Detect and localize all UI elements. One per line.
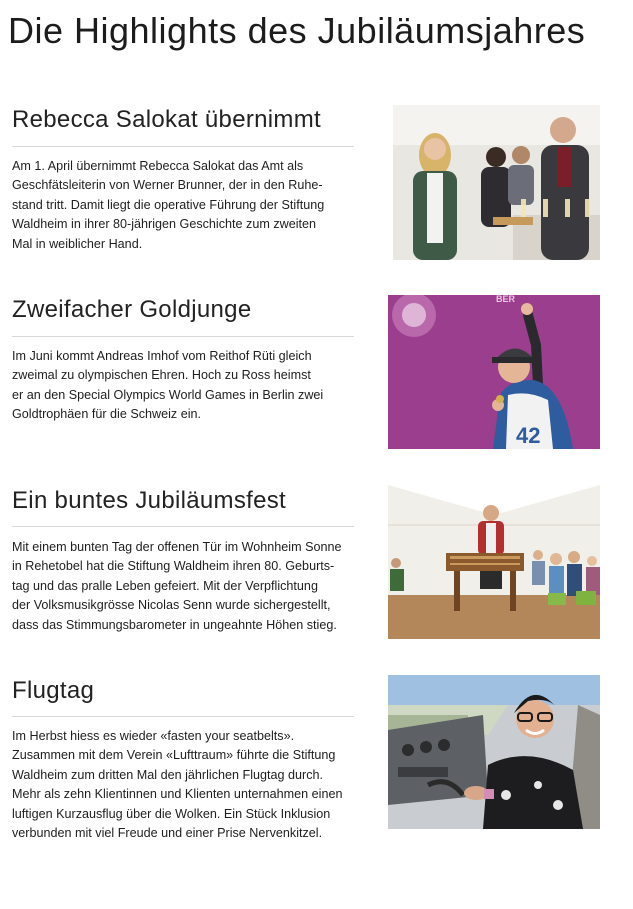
- section-divider: [12, 146, 354, 147]
- bib-number: 42: [516, 423, 541, 448]
- body-line: Mehr als zehn Klientinnen und Klienten unternahmen einen: [12, 787, 343, 802]
- body-line: Waldheim in ihrer 80-jährigen Geschichte zum zweiten: [12, 217, 317, 232]
- section-heading: Zweifacher Goldjunge: [12, 296, 252, 323]
- section-divider: [12, 526, 354, 527]
- section-body: [12, 157, 362, 254]
- rider-celebrating-photo: [388, 295, 600, 449]
- section-heading: Flugtag: [12, 677, 95, 704]
- body-line: luftigen Kurzausflug über die Wolken. Ein Stück Inklusion: [12, 806, 331, 821]
- body-line: zweimal zu olympischen Ehren. Hoch zu Ross heimst: [12, 368, 311, 383]
- body-line: Im Herbst hiess es wieder «fasten your seatbelts».: [12, 729, 295, 743]
- two-people-at-reception-photo: [393, 105, 600, 260]
- section-divider: [12, 716, 354, 717]
- section-divider: [12, 336, 354, 337]
- body-line: Waldheim zum dritten Mal den jährlichen Flugtag durch.: [12, 767, 324, 782]
- section-heading: Ein buntes Jubiläumsfest: [12, 487, 287, 514]
- passenger-in-cockpit-photo: [388, 675, 600, 829]
- section-body: [12, 347, 362, 425]
- page-title: Die Highlights des Jubiläumsjahres: [8, 10, 586, 51]
- body-line: Am 1. April übernimmt Rebecca Salokat das Amt als: [12, 159, 304, 173]
- body-line: er an den Special Olympics World Games in Berlin zwei: [12, 387, 324, 402]
- body-line: verbunden mit viel Freude und einer Prise Nervenkitzel.: [12, 826, 323, 841]
- body-line: tag und das pralle Leben gefeiert. Mit der Verpflichtung: [12, 578, 318, 593]
- body-line: in Rehetobel hat die Stiftung Waldheim ihren 80. Geburts-: [12, 559, 335, 574]
- body-line: Goldtrophäen für die Schweiz ein.: [12, 407, 202, 422]
- body-line: der Volksmusikgrösse Nicolas Senn wurde sichergestellt,: [12, 598, 331, 613]
- body-line: dass das Stimmungsbarometer in ungeahnte Höhen stieg.: [12, 617, 337, 632]
- section-body: [12, 538, 362, 635]
- body-line: Im Juni kommt Andreas Imhof vom Reithof Rüti gleich: [12, 349, 312, 363]
- section-body: [12, 727, 362, 843]
- banner-text: BER: [496, 295, 516, 304]
- body-line: Mit einem bunten Tag der offenen Tür im Wohnheim Sonne: [12, 540, 342, 554]
- body-line: Geschfätsleiterin von Werner Brunner, der in den Ruhe-: [12, 178, 323, 193]
- body-line: Zusammen mit dem Verein «Lufttraum» führte die Stiftung: [12, 748, 336, 763]
- dulcimer-player-in-tent-photo: [388, 485, 600, 639]
- section-heading: Rebecca Salokat übernimmt: [12, 106, 321, 133]
- body-line: stand tritt. Damit liegt die operative Führung der Stiftung: [12, 197, 325, 212]
- body-line: Mal in weiblicher Hand.: [12, 236, 143, 251]
